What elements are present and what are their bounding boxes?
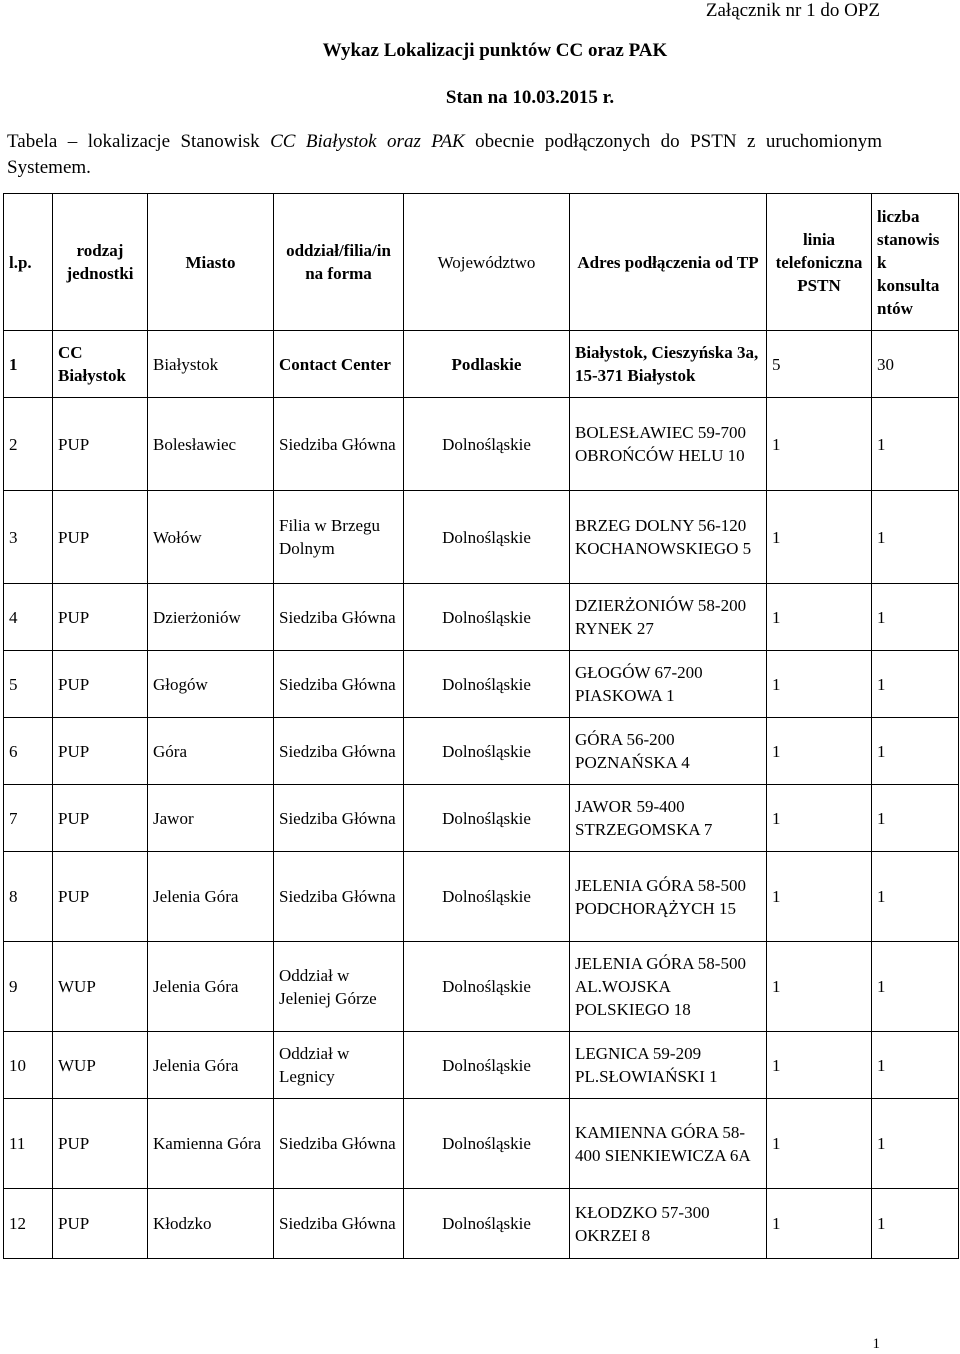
cell-line: 1: [767, 1189, 872, 1259]
cell-seats: 1: [872, 584, 959, 651]
table-row: [4, 331, 959, 398]
cell-city: Kłodzko: [148, 1189, 274, 1259]
cell-address: JELENIA GÓRA 58-500 PODCHORĄŻYCH 15: [570, 852, 767, 942]
cell-address: JELENIA GÓRA 58-500 AL.WOJSKA POLSKIEGO 18: [570, 942, 767, 1032]
document-title: Wykaz Lokalizacji punktów CC oraz PAK: [322, 40, 668, 61]
cell-city: Jawor: [148, 785, 274, 852]
cell-voivodeship: Dolnośląskie: [404, 942, 570, 1032]
cell-lp: 6: [4, 718, 53, 785]
cell-branch: Siedziba Główna: [274, 584, 404, 651]
cell-lp: 1: [4, 331, 53, 398]
cell-address: Białystok, Cieszyńska 3a, 15-371 Białystok: [570, 331, 767, 398]
cell-branch: Contact Center: [274, 331, 404, 398]
table-row: [4, 398, 959, 491]
cell-address: BOLESŁAWIEC 59-700 OBROŃCÓW HELU 10: [570, 398, 767, 491]
cell-seats: 1: [872, 852, 959, 942]
cell-seats: 1: [872, 785, 959, 852]
cell-city: Głogów: [148, 651, 274, 718]
cell-line: 1: [767, 491, 872, 584]
cell-line: 1: [767, 852, 872, 942]
cell-branch: Siedziba Główna: [274, 785, 404, 852]
cell-voivodeship: Dolnośląskie: [404, 785, 570, 852]
cell-branch: Oddział w Legnicy: [274, 1032, 404, 1099]
table-header-row: [4, 194, 959, 331]
col-header-branch: oddział/filia/in na forma: [274, 194, 404, 331]
col-header-city: Miasto: [148, 194, 274, 331]
cell-voivodeship: Dolnośląskie: [404, 651, 570, 718]
cell-type: PUP: [53, 1189, 148, 1259]
cell-line: 1: [767, 584, 872, 651]
cell-lp: 5: [4, 651, 53, 718]
cell-type: PUP: [53, 718, 148, 785]
cell-seats: 1: [872, 398, 959, 491]
table-row: [4, 942, 959, 1032]
cell-type: PUP: [53, 491, 148, 584]
cell-seats: 1: [872, 1099, 959, 1189]
document-date: Stan na 10.03.2015 r.: [445, 87, 615, 108]
cell-voivodeship: Dolnośląskie: [404, 398, 570, 491]
cell-lp: 3: [4, 491, 53, 584]
cell-seats: 1: [872, 491, 959, 584]
cell-lp: 11: [4, 1099, 53, 1189]
cell-city: Jelenia Góra: [148, 1032, 274, 1099]
table-row: [4, 785, 959, 852]
table-row: [4, 852, 959, 942]
cell-line: 1: [767, 718, 872, 785]
annex-label: Załącznik nr 1 do OPZ: [705, 0, 880, 21]
cell-city: Bolesławiec: [148, 398, 274, 491]
cell-type: PUP: [53, 584, 148, 651]
locations-table: [3, 193, 959, 1259]
cell-voivodeship: Dolnośląskie: [404, 1099, 570, 1189]
cell-city: Góra: [148, 718, 274, 785]
cell-type: PUP: [53, 651, 148, 718]
intro-paragraph: [7, 129, 882, 181]
table-row: [4, 584, 959, 651]
cell-voivodeship: Dolnośląskie: [404, 1032, 570, 1099]
cell-voivodeship: Dolnośląskie: [404, 491, 570, 584]
cell-lp: 10: [4, 1032, 53, 1099]
cell-voivodeship: Dolnośląskie: [404, 718, 570, 785]
table-row: [4, 651, 959, 718]
cell-seats: 1: [872, 1189, 959, 1259]
col-header-address: Adres podłączenia od TP: [570, 194, 767, 331]
cell-city: Dzierżoniów: [148, 584, 274, 651]
cell-address: GŁOGÓW 67-200 PIASKOWA 1: [570, 651, 767, 718]
cell-voivodeship: Dolnośląskie: [404, 1189, 570, 1259]
cell-type: PUP: [53, 785, 148, 852]
intro-italic: CC Białystok oraz PAK: [270, 131, 465, 152]
col-header-lp: l.p.: [4, 194, 53, 331]
cell-lp: 9: [4, 942, 53, 1032]
table-row: [4, 1032, 959, 1099]
cell-seats: 1: [872, 942, 959, 1032]
table-row: [4, 718, 959, 785]
cell-voivodeship: Podlaskie: [404, 331, 570, 398]
cell-branch: Siedziba Główna: [274, 398, 404, 491]
cell-lp: 2: [4, 398, 53, 491]
cell-branch: Oddział w Jeleniej Górze: [274, 942, 404, 1032]
cell-type: PUP: [53, 852, 148, 942]
cell-type: WUP: [53, 1032, 148, 1099]
intro-part2: obecnie podłączonych do PSTN z uruchomionym Systemem.: [7, 131, 882, 178]
intro-part1: Tabela – lokalizacje Stanowisk: [7, 131, 271, 152]
cell-type: WUP: [53, 942, 148, 1032]
col-header-type: rodzaj jednostki: [53, 194, 148, 331]
cell-city: Wołów: [148, 491, 274, 584]
cell-line: 1: [767, 1099, 872, 1189]
cell-city: Jelenia Góra: [148, 942, 274, 1032]
cell-branch: Filia w Brzegu Dolnym: [274, 491, 404, 584]
cell-seats: 1: [872, 651, 959, 718]
cell-city: Jelenia Góra: [148, 852, 274, 942]
cell-city: Kamienna Góra: [148, 1099, 274, 1189]
cell-type: PUP: [53, 1099, 148, 1189]
cell-address: KAMIENNA GÓRA 58-400 SIENKIEWICZA 6A: [570, 1099, 767, 1189]
cell-branch: Siedziba Główna: [274, 852, 404, 942]
cell-branch: Siedziba Główna: [274, 651, 404, 718]
cell-branch: Siedziba Główna: [274, 1099, 404, 1189]
col-header-voivodeship: Województwo: [404, 194, 570, 331]
cell-line: 1: [767, 785, 872, 852]
cell-address: GÓRA 56-200 POZNAŃSKA 4: [570, 718, 767, 785]
cell-city: Białystok: [148, 331, 274, 398]
table-row: [4, 1189, 959, 1259]
cell-voivodeship: Dolnośląskie: [404, 584, 570, 651]
cell-line: 1: [767, 1032, 872, 1099]
cell-line: 1: [767, 942, 872, 1032]
cell-address: JAWOR 59-400 STRZEGOMSKA 7: [570, 785, 767, 852]
cell-type: CC Białystok: [53, 331, 148, 398]
page-number: 1: [872, 1336, 880, 1352]
cell-lp: 12: [4, 1189, 53, 1259]
col-header-seats: liczba stanowis k konsulta ntów: [872, 194, 959, 331]
cell-lp: 4: [4, 584, 53, 651]
cell-address: DZIERŻONIÓW 58-200 RYNEK 27: [570, 584, 767, 651]
cell-voivodeship: Dolnośląskie: [404, 852, 570, 942]
cell-branch: Siedziba Główna: [274, 718, 404, 785]
cell-branch: Siedziba Główna: [274, 1189, 404, 1259]
cell-address: LEGNICA 59-209 PL.SŁOWIAŃSKI 1: [570, 1032, 767, 1099]
cell-line: 1: [767, 651, 872, 718]
cell-type: PUP: [53, 398, 148, 491]
cell-address: KŁODZKO 57-300 OKRZEI 8: [570, 1189, 767, 1259]
cell-lp: 7: [4, 785, 53, 852]
cell-line: 5: [767, 331, 872, 398]
table-row: [4, 491, 959, 584]
cell-lp: 8: [4, 852, 53, 942]
cell-seats: 1: [872, 718, 959, 785]
table-row: [4, 1099, 959, 1189]
cell-seats: 1: [872, 1032, 959, 1099]
cell-address: BRZEG DOLNY 56-120 KOCHANOWSKIEGO 5: [570, 491, 767, 584]
cell-line: 1: [767, 398, 872, 491]
cell-seats: 30: [872, 331, 959, 398]
col-header-line: linia telefoniczna PSTN: [767, 194, 872, 331]
